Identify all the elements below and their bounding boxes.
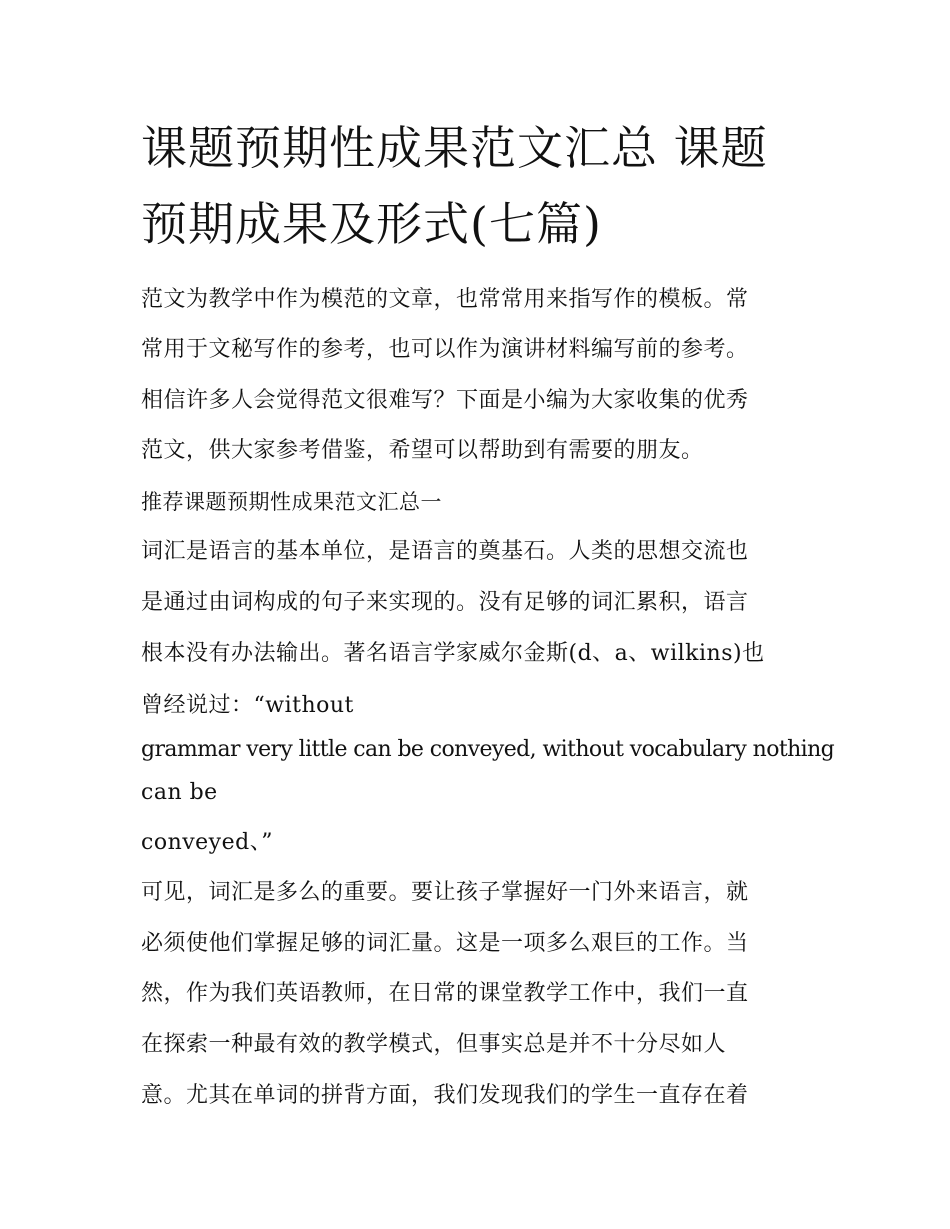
text-line: grammar very little can be conveyed, without vocabulary nothing	[141, 737, 835, 762]
text-line: 相信许多人会觉得范文很难写？下面是小编为大家收集的优秀	[141, 388, 749, 413]
section-heading: 推荐课题预期性成果范文汇总一	[141, 490, 442, 514]
text-line: 可见，词汇是多么的重要。要让孩子掌握好一门外来语言，就	[141, 880, 749, 905]
text-line: conveyed、”	[141, 830, 273, 855]
text-line: 根本没有办法输出。著名语言学家威尔金斯(d、a、wilkins)也	[141, 641, 765, 666]
text-line: 词汇是语言的基本单位，是语言的奠基石。人类的思想交流也	[141, 539, 749, 564]
text-line: can be	[141, 780, 218, 805]
text-line: 常用于文秘写作的参考，也可以作为演讲材料编写前的参考。	[141, 337, 749, 362]
text-line: 曾经说过：“without	[141, 693, 354, 718]
text-line: 在探索一种最有效的教学模式，但事实总是并不十分尽如人	[141, 1032, 727, 1057]
document-title-line-2: 预期成果及形式(七篇)	[141, 197, 602, 251]
text-line: 意。尤其在单词的拼背方面，我们发现我们的学生一直存在着	[141, 1083, 749, 1108]
text-line: 然，作为我们英语教师，在日常的课堂教学工作中，我们一直	[141, 981, 749, 1006]
text-line: 范文，供大家参考借鉴，希望可以帮助到有需要的朋友。	[141, 438, 704, 463]
text-line: 必须使他们掌握足够的词汇量。这是一项多么艰巨的工作。当	[141, 931, 749, 956]
text-line: 是通过由词构成的句子来实现的。没有足够的词汇累积，语言	[141, 590, 749, 615]
document-title-line-1: 课题预期性成果范文汇总 课题	[141, 121, 768, 175]
text-line: 范文为教学中作为模范的文章，也常常用来指写作的模板。常	[141, 287, 749, 312]
